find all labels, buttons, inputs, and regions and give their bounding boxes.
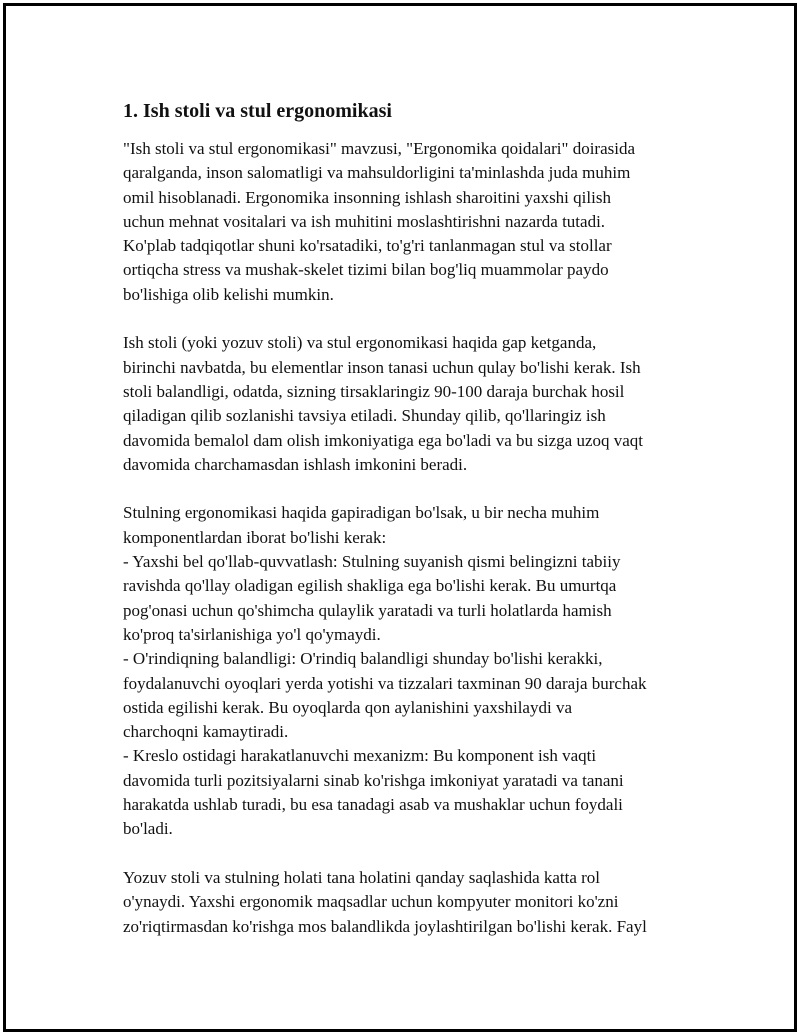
paragraph-line: Yozuv stoli va stulning holati tana holatini qanday saqlashida katta rol [123, 867, 601, 887]
paragraph-line: davomida bemalol dam olish imkoniyatiga ega bo'ladi va bu sizga uzoq vaqt [123, 430, 644, 450]
paragraph-line: komponentlardan iborat bo'lishi kerak: [123, 527, 387, 547]
paragraph-line: bo'lishiga olib kelishi mumkin. [123, 284, 334, 304]
paragraph-1 [123, 137, 693, 307]
paragraph-line: - O'rindiqning balandligi: O'rindiq balandligi shunday bo'lishi kerakki, [123, 649, 603, 669]
paragraph-line: Ko'plab tadqiqotlar shuni ko'rsatadiki, to'g'ri tanlanmagan stul va stollar [123, 236, 612, 256]
paragraph-line: charchoqni kamaytiradi. [123, 722, 289, 742]
paragraph-line: stoli balandligi, odatda, sizning tirsaklaringiz 90-100 daraja burchak hosil [123, 381, 625, 401]
paragraph-line: ortiqcha stress va mushak-skelet tizimi bilan bog'liq muammolar paydo [123, 260, 609, 280]
paragraph-line: qaralganda, inson salomatligi va mahsuldorligini ta'minlashda juda muhim [123, 163, 631, 183]
paragraph-line: bo'ladi. [123, 819, 173, 839]
paragraph-4 [123, 866, 693, 939]
paragraph-line: ostida egilishi kerak. Bu oyoqlarda qon aylanishini yaxshilaydi va [123, 697, 572, 717]
paragraph-2 [123, 331, 693, 477]
paragraph-line: Ish stoli (yoki yozuv stoli) va stul ergonomikasi haqida gap ketganda, [123, 333, 597, 353]
paragraph-line: uchun mehnat vositalari va ish muhitini moslashtirishni nazarda tutadi. [123, 211, 606, 231]
paragraph-line: harakatda ushlab turadi, bu esa tanadagi asab va mushaklar uchun foydali [123, 795, 623, 815]
paragraph-3 [123, 501, 693, 841]
paragraph-line: davomida turli pozitsiyalarni sinab ko'rishga imkoniyat yaratadi va tanani [123, 770, 624, 790]
paragraph-line: - Kreslo ostidagi harakatlanuvchi mexanizm: Bu komponent ish vaqti [123, 746, 597, 766]
paragraph-line: ko'proq ta'sirlanishiga yo'l qo'ymaydi. [123, 624, 381, 644]
paragraph-line: foydalanuvchi oyoqlari yerda yotishi va tizzalari taxminan 90 daraja burchak [123, 673, 647, 693]
paragraph-line: omil hisoblanadi. Ergonomika insonning ishlash sharoitini yaxshi qilish [123, 187, 611, 207]
paragraph-line: davomida charchamasdan ishlash imkonini beradi. [123, 454, 468, 474]
paragraph-line: - Yaxshi bel qo'llab-quvvatlash: Stulning suyanish qismi belingizni tabiiy [123, 552, 621, 572]
paragraph-line: ravishda qo'llay oladigan egilish shakliga ega bo'lishi kerak. Bu umurtqa [123, 576, 617, 596]
document-body [123, 98, 693, 963]
paragraph-line: zo'riqtirmasdan ko'rishga mos balandlikda joylashtirilgan bo'lishi kerak. Fayl [123, 916, 647, 936]
paragraphs [123, 137, 693, 939]
paragraph-line: birinchi navbatda, bu elementlar inson tanasi uchun qulay bo'lishi kerak. Ish [123, 357, 641, 377]
paragraph-line: o'ynaydi. Yaxshi ergonomik maqsadlar uchun kompyuter monitori ko'zni [123, 892, 619, 912]
paragraph-line: pog'onasi uchun qo'shimcha qulaylik yaratadi va turli holatlarda hamish [123, 600, 612, 620]
section-heading: 1. Ish stoli va stul ergonomikasi [123, 100, 392, 122]
paragraph-line: Stulning ergonomikasi haqida gapiradigan bo'lsak, u bir necha muhim [123, 503, 600, 523]
page-frame [3, 3, 797, 1032]
paragraph-line: "Ish stoli va stul ergonomikasi" mavzusi, "Ergonomika qoidalari" doirasida [123, 139, 636, 158]
paragraph-line: qiladigan qilib sozlanishi tavsiya etiladi. Shunday qilib, qo'llaringiz ish [123, 406, 606, 426]
